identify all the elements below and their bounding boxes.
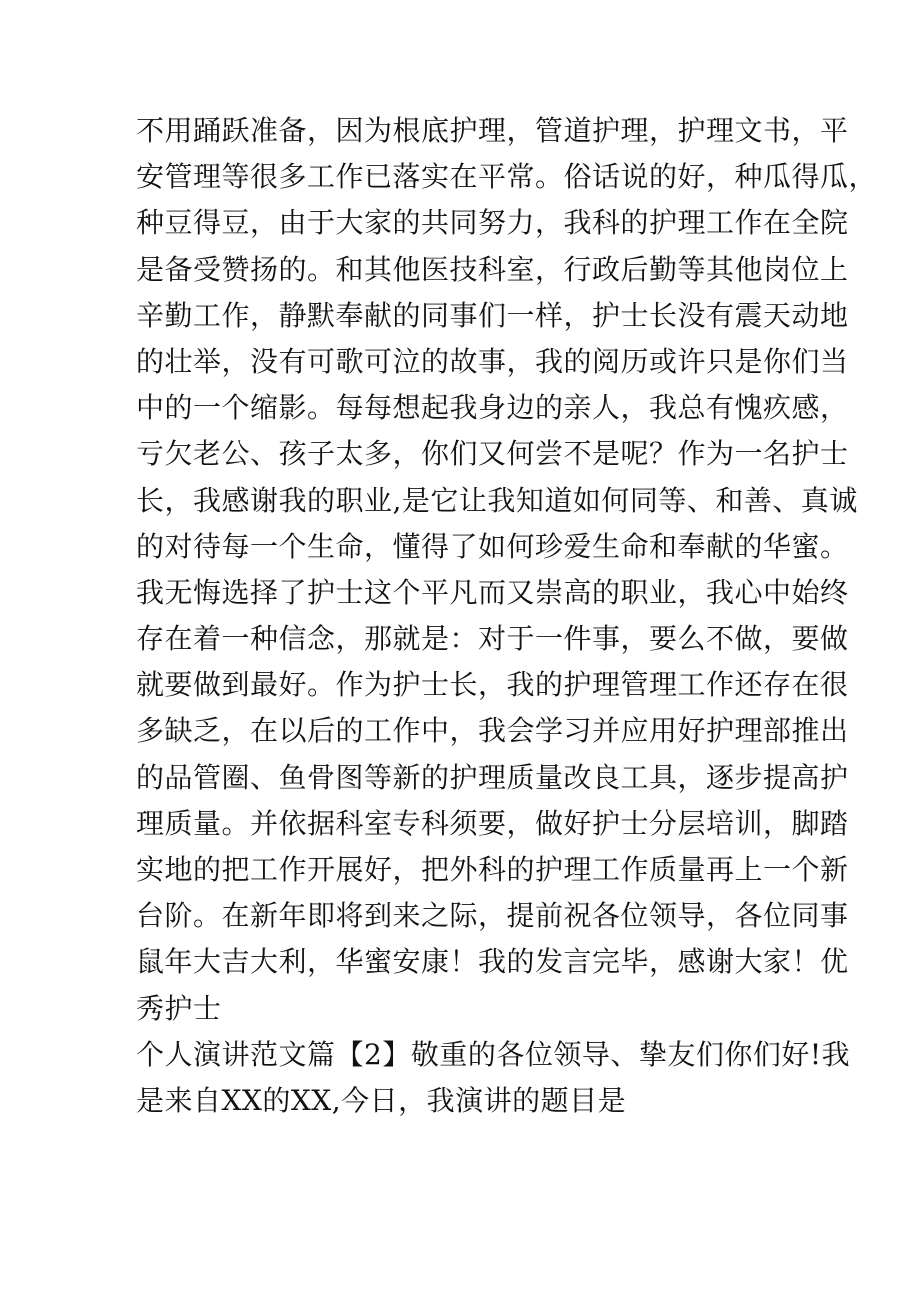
text-line: 台阶。在新年即将到来之际，提前祝各位领导，各位同事 (136, 899, 849, 933)
text-line: 不用踊跃准备，因为根底护理，管道护理，护理文书，平 (136, 114, 849, 147)
text-line: 中的一个缩影。每每想起我身边的亲人，我总有愧疚感， (136, 391, 849, 425)
text-line: 实地的把工作开展好，把外科的护理工作质量再上一个新 (136, 853, 849, 886)
text-line: 多缺乏，在以后的工作中，我会学习并应用好护理部推出 (136, 714, 849, 748)
text-line: 理质量。并依据科室专科须要，做好护士分层培训，脚踏 (136, 806, 849, 840)
body-text (136, 108, 878, 1124)
text-line: 鼠年大吉大利，华蜜安康！我的发言完毕，感谢大家！优 (136, 945, 849, 979)
text-line: 个人演讲范文篇【2】敬重的各位领导、挚友们你们好!我 (136, 1037, 851, 1071)
text-line: 亏欠老公、孩子太多，你们又何尝不是呢？作为一名护士 (136, 437, 849, 471)
text-line: 的品管圈、鱼骨图等新的护理质量改良工具，逐步提高护 (136, 760, 849, 794)
text-line: 长，我感谢我的职业,是它让我知道如何同等、和善、真诚 (136, 483, 858, 517)
text-line: 安管理等很多工作已落实在平常。俗话说的好，种瓜得瓜， (136, 160, 878, 194)
text-line: 种豆得豆，由于大家的共同努力，我科的护理工作在全院 (136, 206, 849, 240)
text-line: 是来自XX的XX,今日，我演讲的题目是 (136, 1083, 627, 1117)
text-line: 是备受赞扬的。和其他医技科室，行政后勤等其他岗位上 (136, 252, 849, 286)
text-line: 秀护士 (136, 991, 222, 1025)
text-line: 辛勤工作，静默奉献的同事们一样，护士长没有震天动地 (136, 298, 849, 332)
text-line: 的对待每一个生命，懂得了如何珍爱生命和奉献的华蜜。 (136, 529, 849, 563)
text-line: 我无悔选择了护士这个平凡而又崇高的职业，我心中始终 (136, 575, 849, 609)
text-line: 就要做到最好。作为护士长，我的护理管理工作还存在很 (136, 668, 849, 702)
text-line: 存在着一种信念，那就是：对于一件事，要么不做，要做 (136, 622, 849, 656)
text-line: 的壮举，没有可歌可泣的故事，我的阅历或许只是你们当 (136, 344, 849, 378)
